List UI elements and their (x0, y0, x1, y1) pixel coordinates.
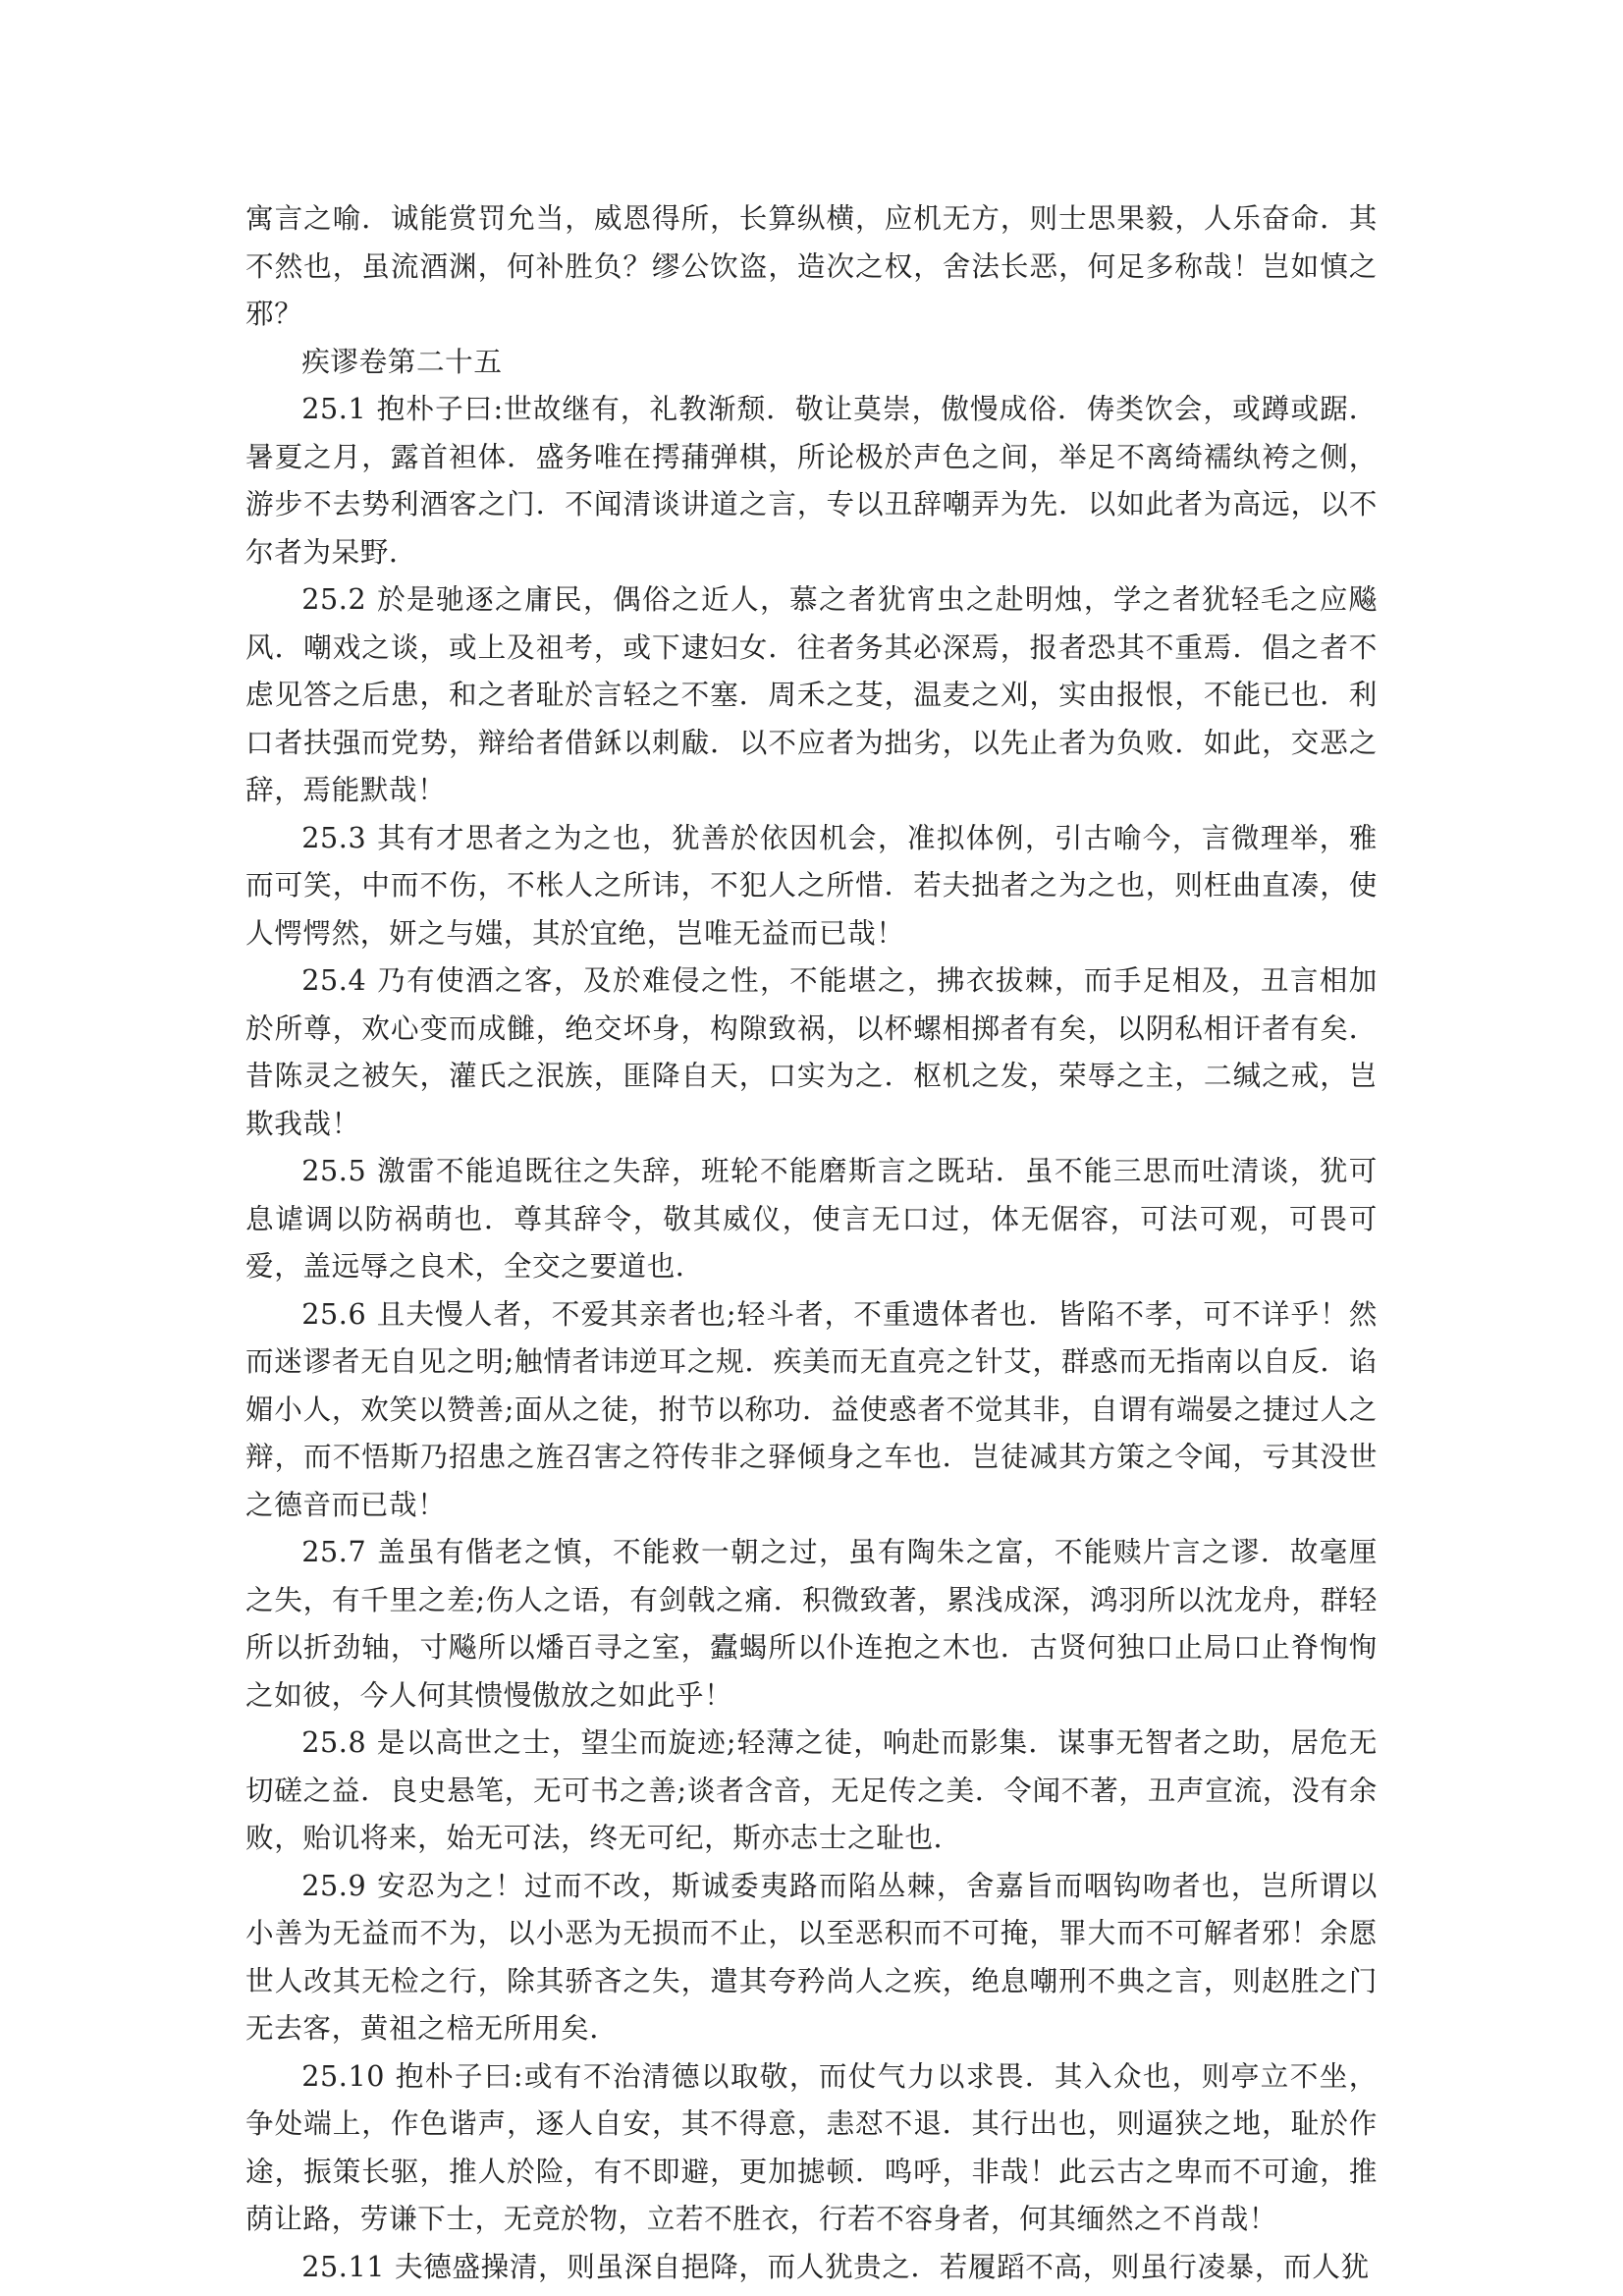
paragraph-number: 25.11 (301, 2249, 386, 2283)
paragraph-text: 激雷不能追既往之失辞，班轮不能磨斯言之既玷．虽不能三思而吐清谈，犹可息谑调以防祸萌也．尊其辞令，敬其威仪，使言无口过，体无倨容，可法可观，可畏可爱，盖远辱之良术，全交之要道也． (245, 1154, 1378, 1283)
paragraph-number: 25.2 (301, 582, 367, 616)
paragraph (245, 957, 1378, 1147)
paragraph-text: 抱朴子曰:世故继有，礼教渐颓．敬让莫崇，傲慢成俗．俦类饮会，或蹲或踞．暑夏之月，露首袒体．盛务唯在摴蒱弹棋，所论极於声色之间，举足不离绮襦纨袴之侧，游步不去势利酒客之门．不闻清谈讲道之言，专以丑辞嘲弄为先．以如此者为高远，以不尔者为呆野． (245, 392, 1378, 569)
paragraph (245, 1147, 1378, 1290)
paragraph-number: 25.9 (301, 1868, 367, 1902)
paragraph (245, 385, 1378, 575)
paragraph (245, 575, 1378, 814)
paragraph-text: 且夫慢人者，不爱其亲者也;轻斗者，不重遗体者也．皆陷不孝，可不详乎！然而迷谬者无自见之明;触情者讳逆耳之规．疾美而无直亮之针艾，群惑而无指南以自反．谄媚小人，欢笑以赞善;面从之徒，拊节以称功．益使惑者不觉其非，自谓有端晏之捷过人之辩，而不悟斯乃招患之旌召害之符传非之驿倾身之车也．岂徒减其方策之令闻，亏其没世之德音而已哉！ (245, 1296, 1378, 1521)
paragraph (245, 2243, 1378, 2291)
paragraph (245, 2052, 1378, 2243)
paragraph-number: 25.4 (301, 963, 367, 997)
paragraph-text: 抱朴子曰:或有不治清德以取敬，而仗气力以求畏．其入众也，则亭立不坐，争处端上，作色谐声，逐人自安，其不得意，恚怼不退．其行出也，则逼狭之地，耻於作途，振策长驱，推人於险，有不即避，更加摅顿．鸣呼，非哉！此云古之卑而不可逾，推荫让路，劳谦下士，无竞於物，立若不胜衣，行若不容身者，何其缅然之不肖哉！ (245, 2058, 1378, 2235)
paragraph (245, 1290, 1378, 1529)
paragraph-number: 25.10 (301, 2058, 386, 2093)
document-page (245, 194, 1378, 2290)
paragraph-number: 25.8 (301, 1725, 367, 1759)
paragraph (245, 1862, 1378, 2052)
paragraph-text: 乃有使酒之客，及於难侵之性，不能堪之，拂衣拔棘，而手足相及，丑言相加於所尊，欢心变而成雠，绝交坏身，构隙致祸，以杯螺相掷者有矣，以阴私相讦者有矣．昔陈灵之被矢，灌氏之泯族，匪降自天，口实为之．枢机之发，荣辱之主，二缄之戒，岂欺我哉！ (245, 963, 1378, 1140)
paragraph-number: 25.3 (301, 820, 367, 854)
opening-paragraph: 寓言之喻．诚能赏罚允当，威恩得所，长算纵横，应机无方，则士思果毅，人乐奋命．其不然也，虽流酒渊，何补胜负？缪公饮盗，造次之权，舍法长恶，何足多称哉！岂如慎之邪？ (245, 201, 1378, 330)
paragraph-number: 25.7 (301, 1535, 367, 1568)
paragraph-number: 25.1 (301, 392, 367, 425)
paragraph-number: 25.6 (301, 1296, 367, 1331)
paragraph-text: 其有才思者之为之也，犹善於依因机会，准拟体例，引古喻今，言微理举，雅而可笑，中而不伤，不枨人之所讳，不犯人之所惜．若夫拙者之为之也，则枉曲直凑，使人愕愕然，妍之与媸，其於宜绝，岂唯无益而已哉！ (245, 820, 1378, 950)
paragraph-number: 25.5 (301, 1154, 367, 1187)
paragraph (245, 1719, 1378, 1862)
paragraph-text: 於是驰逐之庸民，偶俗之近人，慕之者犹宵虫之赴明烛，学之者犹轻毛之应飚风．嘲戏之谈，或上及祖考，或下逮妇女．往者务其必深焉，报者恐其不重焉．倡之者不虑见答之后患，和之者耻於言轻之不塞．周禾之芟，温麦之刈，实由报恨，不能已也．利口者扶强而党势，辩给者借鉌以刺瞂．以不应者为拙劣，以先止者为负败．如此，交恶之辞，焉能默哉！ (245, 582, 1378, 806)
paragraph-text: 安忍为之！过而不改，斯诚委夷路而陷丛棘，舍嘉旨而咽钩吻者也，岂所谓以小善为无益而不为，以小恶为无损而不止，以至恶积而不可掩，罪大而不可解者邪！余愿世人改其无检之行，除其骄吝之失，遣其夸矜尚人之疾，绝息嘲刑不典之言，则赵胜之门无去客，黄祖之棓无所用矣． (245, 1868, 1378, 2045)
paragraph-text: 夫德盛操清，则虽深自挹降，而人犹贵之．若履蹈不高，则虽行凌暴，而人犹 (395, 2249, 1370, 2283)
paragraph (245, 1528, 1378, 1719)
chapter-title: 疾谬卷第二十五 (301, 344, 503, 378)
paragraph (245, 814, 1378, 957)
paragraph-text: 盖虽有偕老之慎，不能救一朝之过，虽有陶朱之富，不能赎片言之谬．故毫厘之失，有千里之差;伤人之语，有剑戟之痛．积微致著，累浅成深，鸿羽所以沈龙舟，群轻所以折劲轴，寸飚所以燔百寻之室，蠹蝎所以仆连抱之木也．古贤何独口止局口止脊恂恂之如彼，今人何其愦慢傲放之如此乎！ (245, 1535, 1378, 1712)
paragraph-text: 是以高世之士，望尘而旋迹;轻薄之徒，响赴而影集．谋事无智者之助，居危无切磋之益．良史悬笔，无可书之善;谈者含音，无足传之美．令闻不著，丑声宣流，没有余败，贻讥将来，始无可法，终无可纪，斯亦志士之耻也． (245, 1725, 1378, 1854)
